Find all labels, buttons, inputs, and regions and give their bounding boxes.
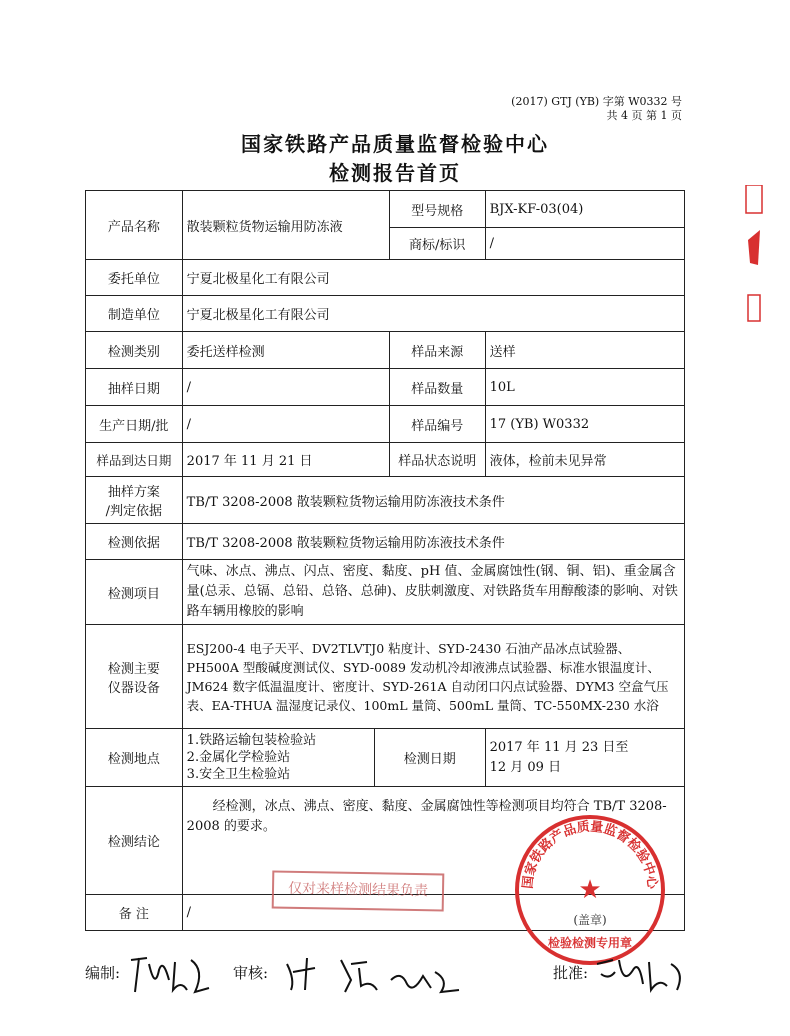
equipment-label: [86, 625, 183, 729]
test-date-label: 检测日期: [374, 729, 485, 787]
sample-qty-value: 10L: [485, 369, 684, 406]
ref-number: [511, 95, 682, 123]
model-value: BJX-KF-03(04): [485, 191, 684, 228]
test-type-value: 委托送样检测: [182, 332, 389, 369]
sample-state-label: 样品状态说明: [389, 443, 485, 477]
location-label: 检测地点: [86, 729, 183, 787]
sample-state-value: 液体，检前未见异常: [485, 443, 684, 477]
signature-row: [85, 950, 705, 1000]
conclusion-value: 经检测，冰点、沸点、密度、黏度、金属腐蚀性等检测项目均符合 TB/T 3208-2008 的要求。: [182, 787, 684, 895]
seal-bottom-text: 检验检测专用章: [547, 936, 633, 950]
side-seal-fragment: [742, 185, 764, 325]
sampling-plan-value: TB/T 3208-2008 散装颗粒货物运输用防冻液技术条件: [182, 477, 684, 524]
sampling-plan-label-1: 抽样方案: [107, 485, 160, 500]
equipment-label-1: 检测主要: [107, 661, 160, 677]
seal-arc-text: 国家铁路产品质量监督检验中心: [520, 819, 660, 890]
document-subtitle: 检测报告首页: [329, 161, 461, 185]
location-item-3: 3.安全卫生检验站: [186, 767, 291, 782]
approver-signature: [593, 950, 693, 1000]
responsibility-stamp: 仅对来样检测结果负责: [272, 871, 445, 912]
test-items-value: 气味、冰点、沸点、闪点、密度、黏度、pH 值、金属腐蚀性(钢、铜、铝)、重金属含量(总汞、总镉、总铅、总铬、总砷)、皮肤刺激度、对铁路货车用醇酸漆的影响、对铁路车辆用橡胶的影响: [182, 560, 684, 625]
reviewer-label: 审核:: [233, 964, 269, 982]
approver-label: 批准:: [553, 964, 589, 982]
location-item-2: 2.金属化学检验站: [186, 750, 291, 765]
trademark-value: /: [485, 228, 684, 260]
test-date-value: [485, 729, 684, 787]
page-info: 共 4 页 第 1 页: [606, 109, 682, 122]
sample-no-label: 样品编号: [389, 406, 485, 443]
ref-number-text: (2017) GTJ (YB) 字第 W0332 号: [511, 95, 682, 108]
official-seal: [512, 812, 668, 968]
product-name-label: 产品名称: [86, 191, 183, 260]
sampling-date-value: /: [182, 369, 389, 406]
model-label: 型号规格: [389, 191, 485, 228]
compiler-signature: [125, 950, 215, 998]
sample-source-label: 样品来源: [389, 332, 485, 369]
trademark-label: 商标/标识: [389, 228, 485, 260]
reviewer-signatures: [281, 950, 481, 1000]
product-name: 散装颗粒货物运输用防冻液: [182, 191, 389, 260]
client-label: 委托单位: [86, 260, 183, 296]
manufacturer-value: 宁夏北极星化工有限公司: [182, 296, 684, 332]
prod-date-value: /: [182, 406, 389, 443]
test-basis-value: TB/T 3208-2008 散装颗粒货物运输用防冻液技术条件: [182, 524, 684, 560]
test-items-label: 检测项目: [86, 560, 183, 625]
sampling-date-label: 抽样日期: [86, 369, 183, 406]
arrival-date-label: 样品到达日期: [86, 443, 183, 477]
sampling-plan-label-2: /判定依据: [105, 504, 163, 519]
svg-text:★: ★: [578, 875, 602, 905]
seal-center-text: (盖章): [573, 913, 607, 927]
compiler-label: 编制:: [85, 964, 121, 982]
test-date-line-1: 2017 年 11 月 23 日至: [489, 739, 629, 755]
client-value: 宁夏北极星化工有限公司: [182, 260, 684, 296]
location-item-1: 1.铁路运输包装检验站: [186, 733, 317, 748]
sample-qty-label: 样品数量: [389, 369, 485, 406]
arrival-date-value: 2017 年 11 月 21 日: [182, 443, 389, 477]
test-basis-label: 检测依据: [86, 524, 183, 560]
remark-label: 备 注: [86, 895, 183, 931]
test-date-line-2: 12 月 09 日: [489, 759, 562, 775]
location-value: [182, 729, 374, 787]
sample-no-value: 17 (YB) W0332: [485, 406, 684, 443]
sampling-plan-label: [86, 477, 183, 524]
equipment-value: ESJ200-4 电子天平、DV2TLVTJ0 粘度计、SYD-2430 石油产品冰点试验器、PH500A 型酸碱度测试仪、SYD-0089 发动机冷却液沸点试验器、标准水银温度计、JM624 数字低温温度计、密度计、SYD-261A 自动闭口闪点试验器、DYM3 空盒气压表、EA-THUA 温湿度记录仪、100mL 量筒、500mL 量筒、TC-550MX-230 水浴: [182, 625, 684, 729]
manufacturer-label: 制造单位: [86, 296, 183, 332]
sample-source-value: 送样: [485, 332, 684, 369]
remark-value: /: [182, 895, 684, 931]
conclusion-label: 检测结论: [86, 787, 183, 895]
document-title: 国家铁路产品质量监督检验中心: [241, 132, 549, 156]
test-type-label: 检测类别: [86, 332, 183, 369]
prod-date-label: 生产日期/批: [86, 406, 183, 443]
equipment-label-2: 仪器设备: [107, 680, 160, 696]
